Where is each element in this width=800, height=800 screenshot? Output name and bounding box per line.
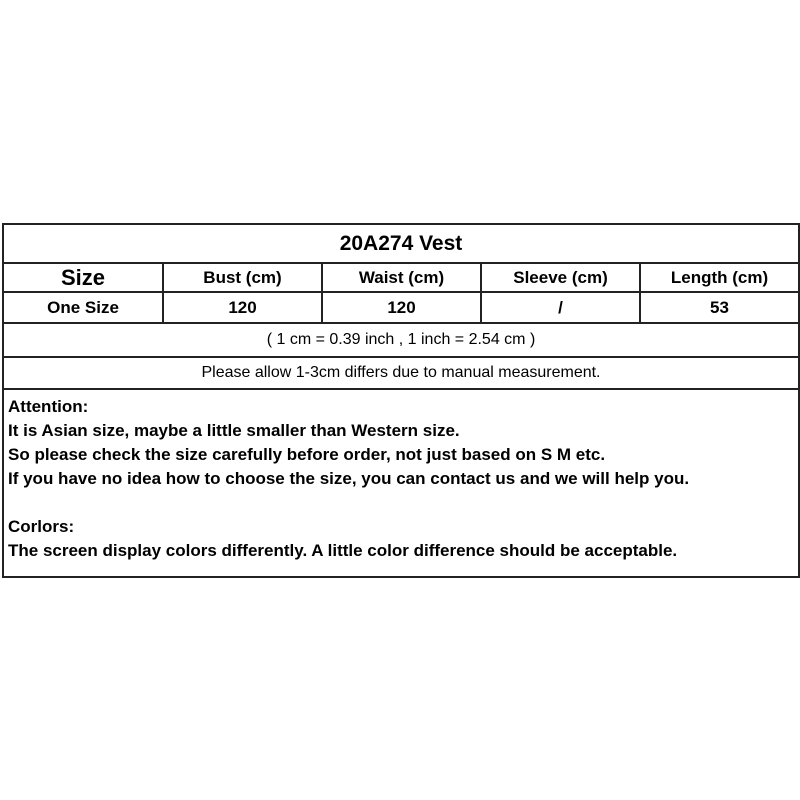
- title-row: [3, 224, 799, 263]
- table-row: [3, 292, 799, 323]
- notes-row: [3, 389, 799, 577]
- cell-bust: 120: [163, 292, 322, 323]
- header-waist: Waist (cm): [322, 263, 481, 292]
- notes-spacer: [8, 491, 794, 515]
- attention-line: It is Asian size, maybe a little smaller than Western size.: [8, 421, 460, 440]
- notes-cell: [3, 389, 799, 577]
- attention-heading: Attention:: [8, 397, 89, 416]
- header-length: Length (cm): [640, 263, 799, 292]
- conversion-row: [3, 323, 799, 357]
- size-chart-table: [2, 223, 800, 578]
- header-size: Size: [3, 263, 163, 292]
- header-row: [3, 263, 799, 292]
- header-bust: Bust (cm): [163, 263, 322, 292]
- header-sleeve: Sleeve (cm): [481, 263, 640, 292]
- cell-waist: 120: [322, 292, 481, 323]
- chart-title: 20A274 Vest: [3, 224, 799, 263]
- colors-heading: Corlors:: [8, 517, 75, 536]
- cell-sleeve: /: [481, 292, 640, 323]
- unit-conversion: ( 1 cm = 0.39 inch , 1 inch = 2.54 cm ): [3, 323, 799, 357]
- colors-line: The screen display colors differently. A little color difference should be acceptable.: [8, 541, 678, 560]
- measurement-allowance: Please allow 1-3cm differs due to manual measurement.: [3, 357, 799, 389]
- attention-line: So please check the size carefully before order, not just based on S M etc.: [8, 445, 606, 464]
- cell-length: 53: [640, 292, 799, 323]
- attention-line: If you have no idea how to choose the size, you can contact us and we will help you.: [8, 469, 690, 488]
- cell-size: One Size: [3, 292, 163, 323]
- allowance-row: [3, 357, 799, 389]
